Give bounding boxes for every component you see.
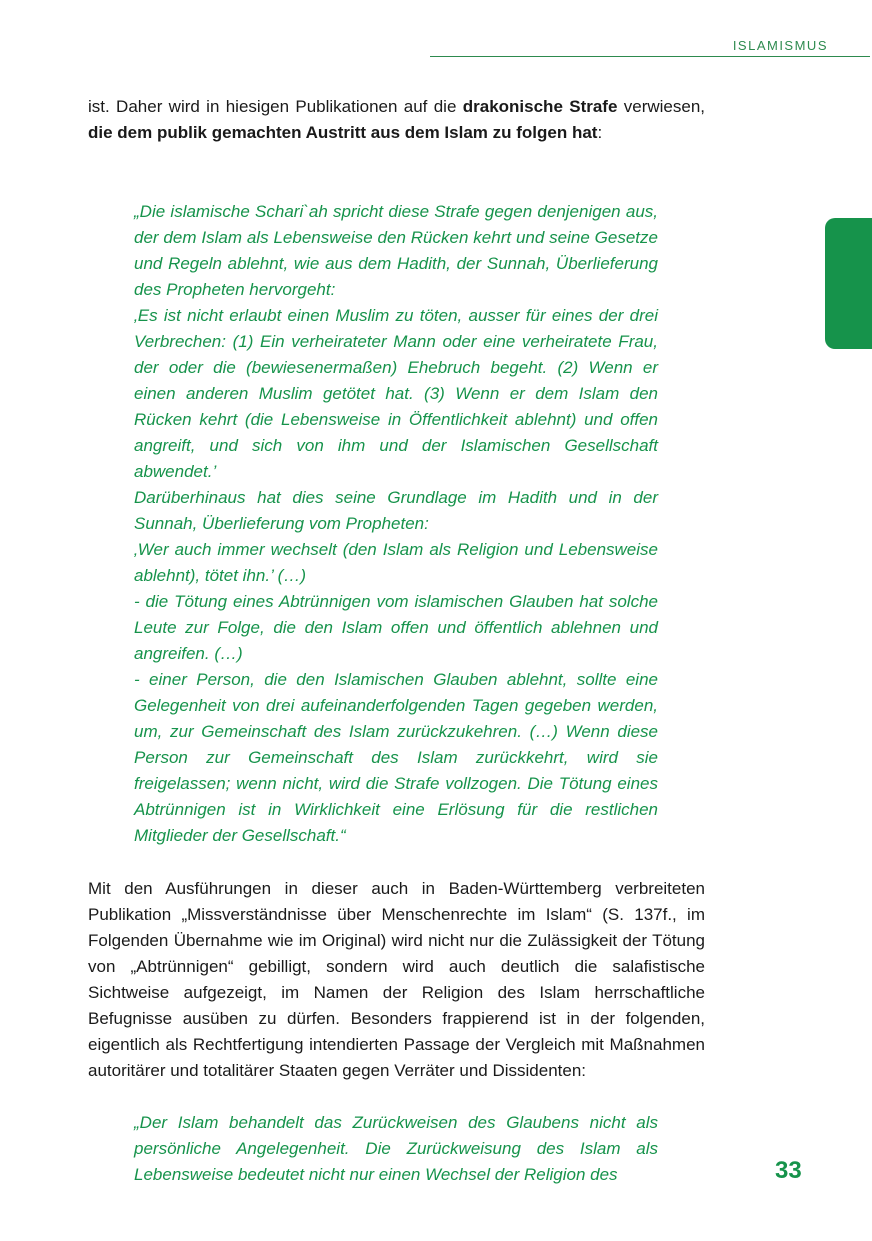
- paragraph-1-text-b: verwiesen,: [617, 97, 706, 116]
- page-number: 33: [775, 1157, 802, 1184]
- quote-2-paragraph: „Der Islam behandelt das Zurückweisen des Glaubens nicht als persönliche Angelegenheit. Die Zurückweisung des Islam als Lebensweise bedeutet nicht nur einen Wechsel der Religion des: [134, 1113, 658, 1184]
- quote-1-paragraph: - die Tötung eines Abtrünnigen vom islamischen Glauben hat solche Leute zur Folge, die den Islam offen und öffentlich ablehnen und angreifen. (…): [134, 592, 658, 663]
- chapter-side-tab: [825, 218, 872, 349]
- quote-1-paragraph: Darüberhinaus hat dies seine Grundlage im Hadith und in der Sunnah, Überlieferung vom Propheten:: [134, 488, 658, 533]
- paragraph-1-text-a: ist. Daher wird in hiesigen Publikationen auf die: [88, 97, 463, 116]
- quote-block-2: [134, 1110, 658, 1188]
- header-section-label: ISLAMISMUS: [732, 38, 828, 53]
- paragraph-1-text-c: :: [597, 123, 603, 142]
- header-rule: [430, 56, 870, 57]
- paragraph-1-bold-a: drakonische Strafe: [462, 97, 618, 116]
- quote-1-paragraph: ‚Wer auch immer wechselt (den Islam als Religion und Lebensweise ablehnt), tötet ihn.’ (…): [134, 540, 658, 585]
- quote-1-paragraph: ‚Es ist nicht erlaubt einen Muslim zu töten, ausser für eines der drei Verbrechen: (1) Ein verheirateter Mann oder eine verheiratete Frau, der oder die (bewiesenermaßen) Ehebruch begeht. (2) Wenn er einen anderen Muslim getötet hat. (3) Wenn er dem Islam den Rücken kehrt (die Lebensweise in Öffentlichkeit ablehnt) und offen angreift, und sich von ihm und der Islamischen Gesellschaft abwendet.’: [134, 306, 658, 481]
- quote-1-paragraph: - einer Person, die den Islamischen Glauben ablehnt, sollte eine Gelegenheit von drei aufeinanderfolgenden Tagen gegeben werden, um, zur Gemeinschaft des Islam zurückzukehren. (…) Wenn diese Person zur Gemeinschaft des Islam zurückkehrt, wird sie freigelassen; wenn nicht, wird die Strafe vollzogen. Die Tötung eines Abtrünnigen ist in Wirklichkeit eine Erlösung für die restlichen Mitglieder der Gesellschaft.“: [134, 670, 658, 845]
- paragraph-1-bold-b: die dem publik gemachten Austritt aus dem Islam zu folgen hat: [88, 123, 598, 142]
- quote-1-paragraph: „Die islamische Schari`ah spricht diese Strafe gegen denjenigen aus, der dem Islam als Lebensweise den Rücken kehrt und seine Gesetze und Regeln ablehnt, wie aus dem Hadith, der Sunnah, Überlieferung des Propheten hervorgeht:: [134, 202, 658, 299]
- body-paragraph-1: [88, 94, 705, 146]
- body-paragraph-2: Mit den Ausführungen in dieser auch in Baden-Württemberg verbreiteten Publikation „Missverständnisse über Menschenrechte im Islam“ (S. 137f., im Folgenden Übernahme wie im Original) wird nicht nur die Zulässigkeit der Tötung von „Abtrünnigen“ gebilligt, sondern wird auch deutlich die salafistische Sichtweise aufgezeigt, im Namen der Religion des Islam herrschaftliche Befugnisse ausüben zu dürfen. Besonders frappierend ist in der folgenden, eigentlich als Rechtfertigung intendierten Passage der Vergleich mit Maßnahmen autoritärer und totalitärer Staaten gegen Verräter und Dissidenten:: [88, 879, 705, 1080]
- quote-block-1: [134, 199, 658, 849]
